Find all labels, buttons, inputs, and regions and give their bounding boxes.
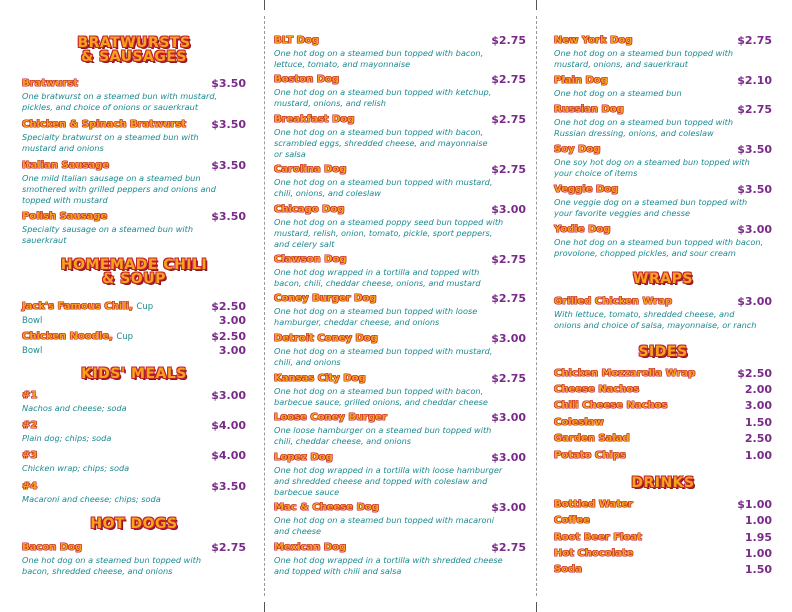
- item-name: Coleslaw: [554, 417, 604, 428]
- item-name: Kansas City Dog: [274, 373, 366, 384]
- item-name: Bottled Water: [554, 499, 633, 510]
- item-name: Mac & Cheese Dog: [274, 502, 379, 513]
- item-price: $4.00: [211, 449, 246, 462]
- item-name: BLT Dog: [274, 35, 319, 46]
- menu-item-size: Bowl 3.00: [22, 314, 246, 327]
- menu-item: [554, 433, 772, 445]
- item-description: One hot dog on a steamed bun topped with macaroni and cheese: [274, 515, 495, 536]
- item-name: Garden Salad: [554, 433, 630, 444]
- crop-mark: [264, 602, 265, 612]
- item-name: #4: [22, 481, 38, 492]
- menu-item: [554, 400, 772, 412]
- item-description: One hot dog wrapped in a tortilla with shredded cheese and topped with chili and salsa: [274, 555, 503, 576]
- item-price: $3.50: [211, 480, 246, 493]
- item-price: $3.00: [211, 389, 246, 402]
- item-name: Chicken Noodle, Cup: [22, 331, 134, 342]
- menu-item-size: Bowl 3.00: [22, 344, 246, 357]
- menu-item: [554, 450, 772, 462]
- item-price: 1.00: [744, 514, 772, 527]
- item-description: One hot dog wrapped in a tortilla and topped with bacon, chili, cheddar cheese, onions, and mustard: [274, 267, 481, 288]
- item-name: Coney Burger Dog: [274, 293, 377, 304]
- item-description: One bratwurst on a steamed bun with mustard, pickles, and choice of onions or sauerkraut: [22, 91, 218, 112]
- item-name: Yodie Dog: [554, 224, 611, 235]
- section-heading-wraps: WRAPS: [633, 271, 693, 287]
- item-price: 3.00: [218, 344, 246, 357]
- item-description: One hot dog on a steamed bun topped with Russian dressing, onions, and coleslaw: [554, 117, 734, 138]
- item-price: $3.00: [491, 203, 526, 216]
- item-price: 1.95: [744, 531, 772, 544]
- item-name: Detroit Coney Dog: [274, 333, 378, 344]
- section-heading-chili: HOMEMADE CHILI & SOUP: [60, 257, 208, 287]
- item-description: One veggie dog on a steamed bun topped with your favorite veggies and chesse: [554, 197, 748, 218]
- item-name: Grilled Chicken Wrap: [554, 296, 673, 307]
- item-description: One hot dog wrapped in a tortilla with loose hamburger and shredded cheese and topped with coleslaw and barbecue sauce: [274, 465, 503, 497]
- item-name: Italian Sausage: [22, 160, 110, 171]
- item-description: One hot dog on a steamed bun topped with bacon, provolone, chopped pickles, and sour cream: [554, 237, 764, 258]
- crop-mark: [536, 0, 537, 10]
- item-description: Specialty sausage on a steamed bun with sauerkraut: [22, 224, 194, 245]
- item-name: #3: [22, 450, 38, 461]
- item-price: $3.50: [737, 143, 772, 156]
- item-name: Hot Chocolate: [554, 548, 634, 559]
- item-price: $2.75: [491, 73, 526, 86]
- fold-line-right: [536, 16, 537, 596]
- item-description: One soy hot dog on a steamed bun topped with your choice of items: [554, 157, 750, 178]
- item-name: Jack's Famous Chili, Cup: [22, 301, 154, 312]
- item-description: One mild Italian sausage on a steamed bun smothered with grilled peppers and onions and topped with mustard: [22, 173, 216, 205]
- item-price: $2.75: [491, 163, 526, 176]
- item-name: Clawson Dog: [274, 254, 347, 265]
- item-description: Nachos and cheese; soda: [22, 403, 127, 413]
- item-description: One hot dog on a steamed bun topped with bacon, scrambled eggs, shredded cheese, and mayonnaise or salsa: [274, 127, 488, 159]
- menu-item: [554, 368, 772, 380]
- menu-column-1: [22, 0, 246, 612]
- item-price: $2.50: [737, 367, 772, 380]
- item-name: Bacon Dog: [22, 542, 83, 553]
- item-price: $2.75: [211, 541, 246, 554]
- item-price: $3.50: [211, 210, 246, 223]
- item-description: One hot dog on a steamed bun: [554, 88, 682, 98]
- item-price: $2.75: [491, 253, 526, 266]
- item-description: One hot dog on a steamed bun topped with bacon, barbecue sauce, grilled onions, and cheddar cheese: [274, 386, 488, 407]
- menu-item: [22, 331, 246, 343]
- section-heading-sides: SIDES: [638, 344, 688, 360]
- menu-column-2: [274, 0, 526, 612]
- menu-item: [22, 301, 246, 313]
- item-description: One hot dog on a steamed bun topped with bacon, lettuce, tomato, and mayonnaise: [274, 48, 484, 69]
- item-name: Mexican Dog: [274, 542, 347, 553]
- item-price: $3.00: [491, 411, 526, 424]
- item-description: With lettuce, tomato, shredded cheese, and onions and choice of salsa, mayonnaise, or ranch: [554, 309, 757, 330]
- item-price: $2.75: [737, 34, 772, 47]
- menu-item: [554, 499, 772, 511]
- item-price: $4.00: [211, 419, 246, 432]
- fold-line-left: [264, 16, 265, 596]
- item-description: One hot dog on a steamed bun topped with mustard, chili, onions, and coleslaw: [274, 177, 493, 198]
- item-price: 1.00: [744, 547, 772, 560]
- item-name: Chicken & Spinach Bratwurst: [22, 119, 187, 130]
- item-price: $3.00: [737, 223, 772, 236]
- section-heading-drinks: DRINKS: [631, 475, 695, 491]
- item-price: $3.00: [491, 451, 526, 464]
- item-price: 1.00: [744, 449, 772, 462]
- item-description: One hot dog on a steamed bun topped with mustard, onions, and sauerkraut: [554, 48, 734, 69]
- item-price: $2.75: [491, 34, 526, 47]
- item-name: Potato Chips: [554, 450, 626, 461]
- item-price: $3.50: [211, 118, 246, 131]
- item-price: $2.10: [737, 74, 772, 87]
- item-price: $3.50: [211, 77, 246, 90]
- item-price: $2.75: [491, 541, 526, 554]
- item-name: Polish Sausage: [22, 211, 108, 222]
- item-name: Breakfast Dog: [274, 114, 355, 125]
- item-name: Carolina Dog: [274, 164, 347, 175]
- section-heading-hot-dogs: HOT DOGS: [90, 516, 178, 532]
- item-price: 2.50: [744, 432, 772, 445]
- item-price: $2.75: [491, 372, 526, 385]
- item-name: New York Dog: [554, 35, 633, 46]
- item-name: Plain Dog: [554, 75, 608, 86]
- item-price: $3.00: [491, 332, 526, 345]
- item-price: $2.75: [737, 103, 772, 116]
- item-name: Veggie Dog: [554, 184, 619, 195]
- item-price: 1.50: [744, 416, 772, 429]
- item-description: Plain dog; chips; soda: [22, 433, 112, 443]
- menu-item: [554, 515, 772, 527]
- item-name: Soy Dog: [554, 144, 601, 155]
- item-description: One hot dog on a steamed poppy seed bun topped with mustard, relish, onion, tomato, pickle, sport peppers, and celery salt: [274, 217, 504, 249]
- item-price: 3.00: [218, 314, 246, 327]
- item-price: $3.50: [737, 183, 772, 196]
- item-price: $1.00: [737, 498, 772, 511]
- item-price: $3.00: [737, 295, 772, 308]
- section-heading-bratwursts: BRATWURSTS & SAUSAGES: [77, 35, 191, 65]
- item-description: One hot dog on a steamed bun topped with mustard, chili, and onions: [274, 346, 493, 367]
- item-name: Coffee: [554, 515, 590, 526]
- item-name: Chili Cheese Nachos: [554, 400, 668, 411]
- menu-item: [554, 532, 772, 544]
- menu-item: [554, 564, 772, 576]
- item-name: Soda: [554, 564, 582, 575]
- section-heading-kids-meals: KIDS' MEALS: [81, 366, 187, 382]
- item-name: #2: [22, 420, 38, 431]
- item-name: Root Beer Float: [554, 532, 642, 543]
- menu-item: [554, 417, 772, 429]
- item-name: Russian Dog: [554, 104, 624, 115]
- item-description: One hot dog on a steamed bun topped with loose hamburger, cheddar cheese, and onions: [274, 306, 478, 327]
- item-name: Chicken Mozzarella Wrap: [554, 368, 696, 379]
- item-price: $2.50: [211, 300, 246, 313]
- item-description: Chicken wrap; chips; soda: [22, 463, 130, 473]
- item-price: $2.75: [491, 113, 526, 126]
- item-description: One hot dog on a steamed bun topped with ketchup, mustard, onions, and relish: [274, 87, 492, 108]
- item-name: #1: [22, 390, 38, 401]
- menu-column-3: [554, 0, 772, 612]
- item-price: $2.50: [211, 330, 246, 343]
- item-description: One hot dog on a steamed bun topped with bacon, shredded cheese, and onions: [22, 555, 202, 576]
- item-price: $3.50: [211, 159, 246, 172]
- item-price: 2.00: [744, 383, 772, 396]
- item-description: One loose hamburger on a steamed bun topped with chili, cheddar cheese, and onions: [274, 425, 492, 446]
- menu-item: [554, 548, 772, 560]
- item-description: Macaroni and cheese; chips; soda: [22, 494, 161, 504]
- item-name: Lopez Dog: [274, 452, 333, 463]
- item-name: Boston Dog: [274, 74, 340, 85]
- item-price: 3.00: [744, 399, 772, 412]
- item-price: 1.50: [744, 563, 772, 576]
- menu-item: [554, 384, 772, 396]
- item-name: Bratwurst: [22, 78, 79, 89]
- item-price: $3.00: [491, 501, 526, 514]
- crop-mark: [536, 602, 537, 612]
- item-description: Specialty bratwurst on a steamed bun with mustard and onions: [22, 132, 199, 153]
- item-name: Chicago Dog: [274, 204, 345, 215]
- crop-mark: [264, 0, 265, 10]
- item-price: $2.75: [491, 292, 526, 305]
- item-name: Cheese Nachos: [554, 384, 640, 395]
- item-name: Loose Coney Burger: [274, 412, 387, 423]
